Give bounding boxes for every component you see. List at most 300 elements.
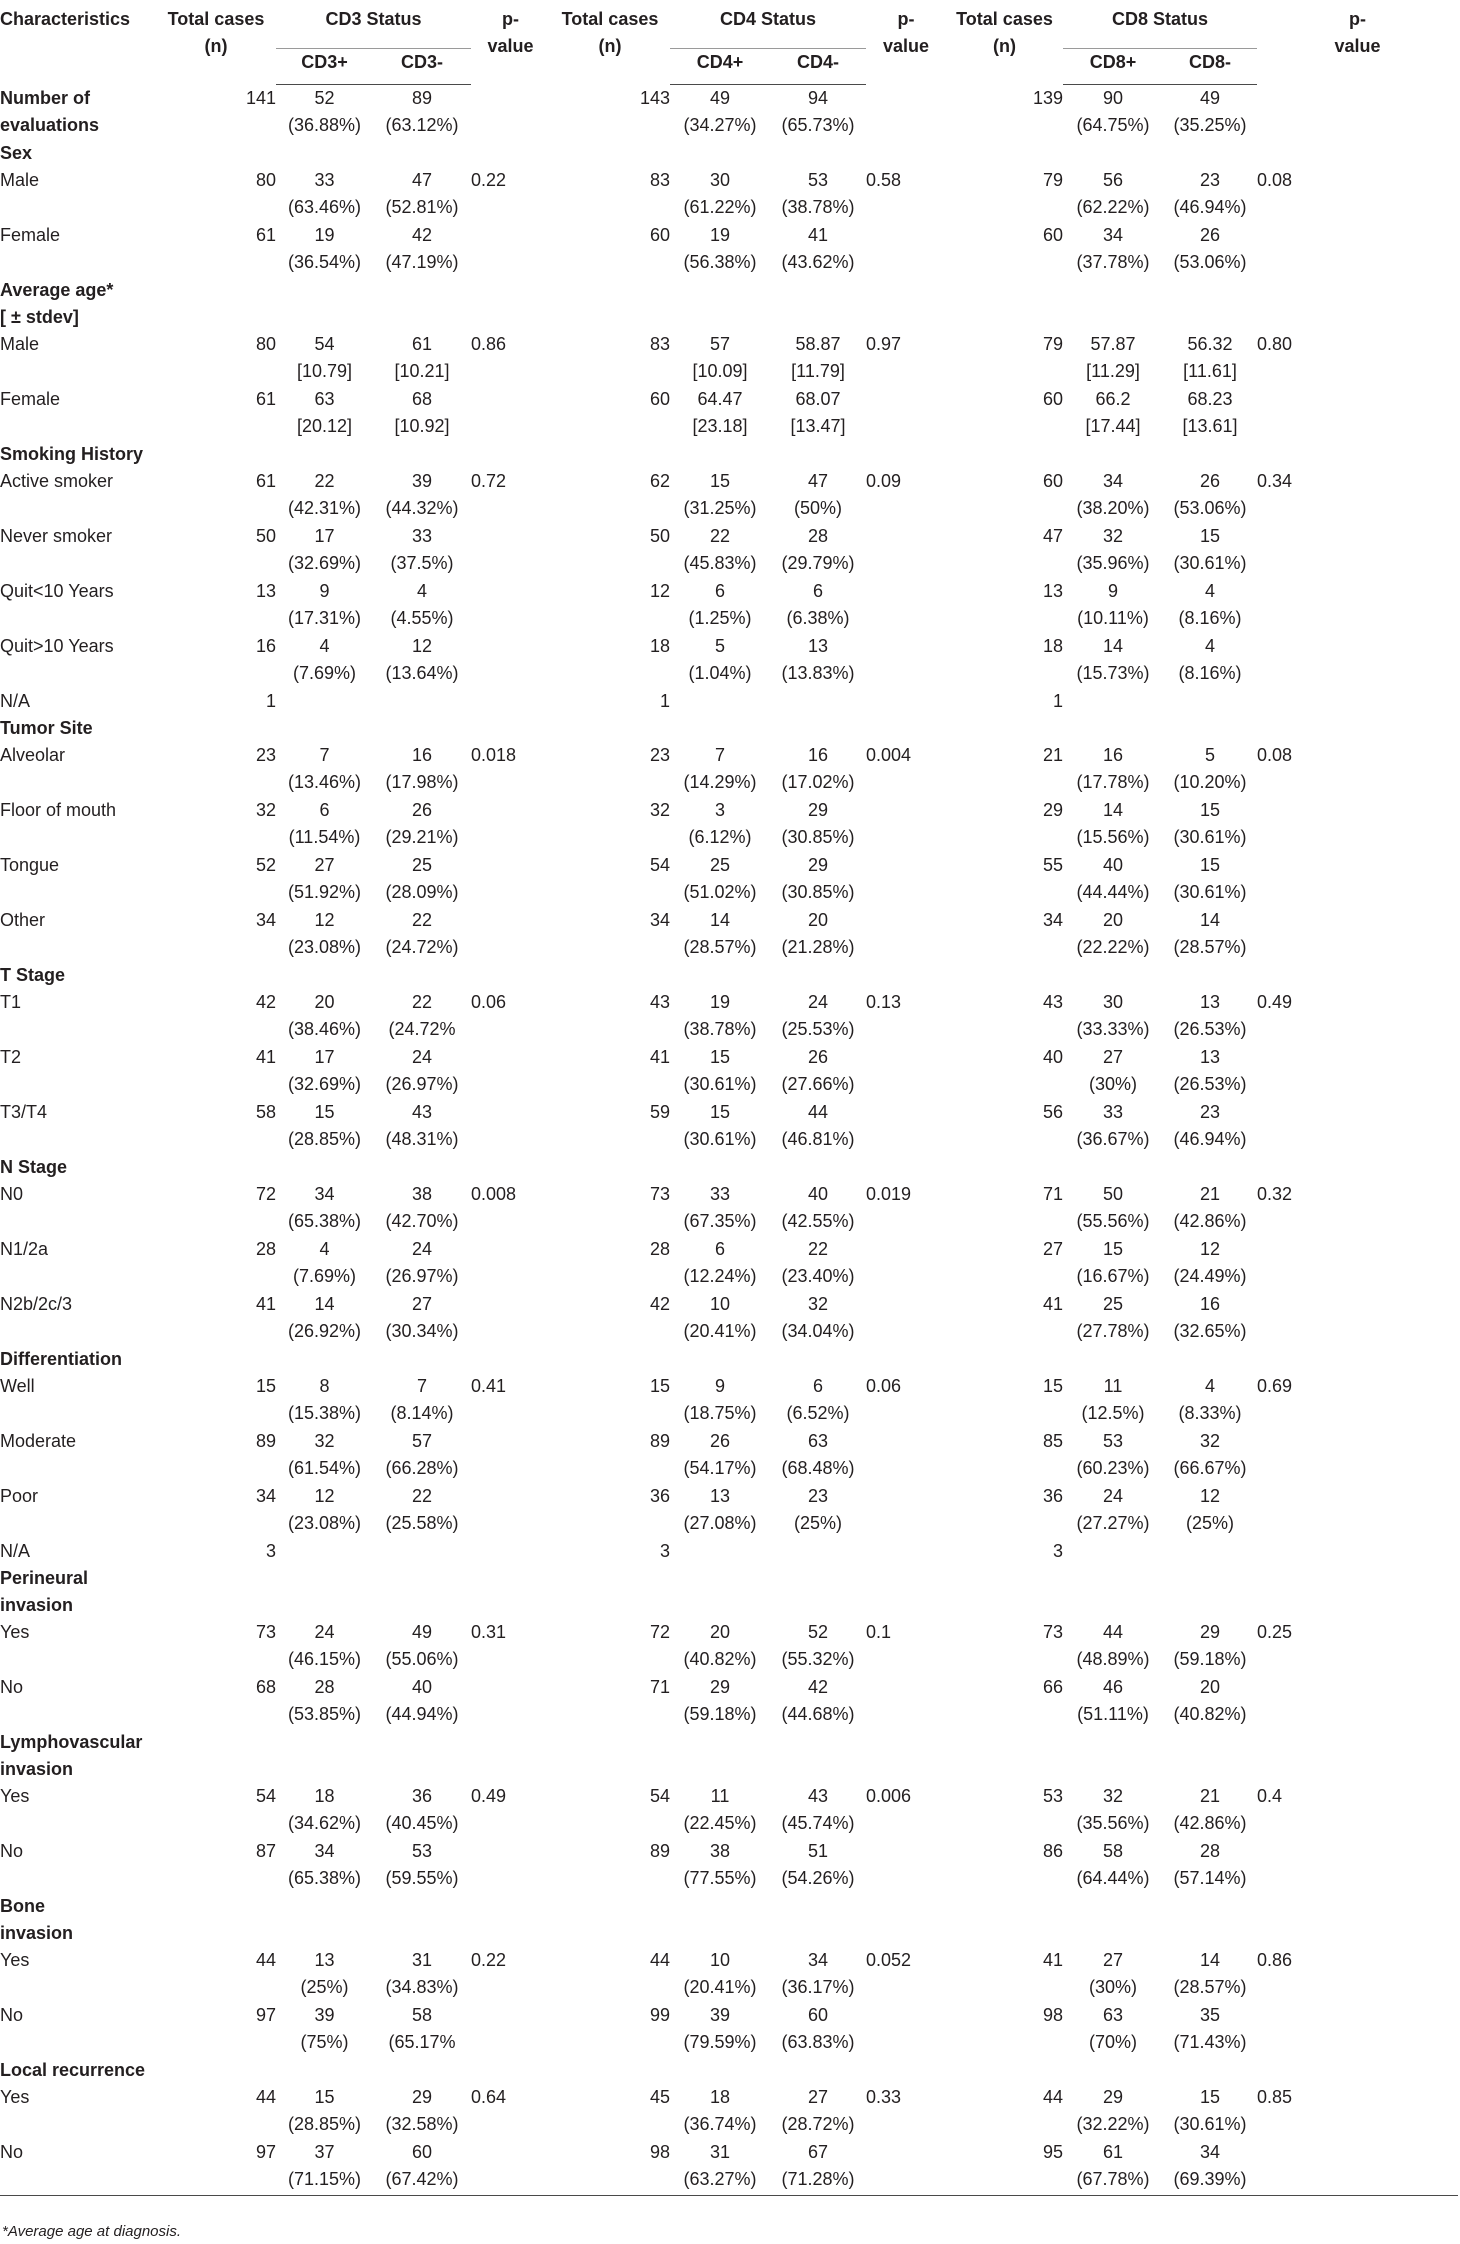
- cd3-positive-cell: 32 (61.54%): [287, 1431, 362, 1478]
- category-row-spacer: [156, 1154, 1458, 1181]
- cd4-negative-cell: 34 (36.17%): [781, 1950, 855, 1997]
- cd4-positive-cell: 10 (20.41%): [683, 1294, 757, 1341]
- table-row: [0, 989, 1458, 1044]
- cd8-negative-cell: 28 (57.14%): [1173, 1841, 1247, 1888]
- header-cd4-positive: CD4+: [670, 49, 770, 85]
- cd3-negative-cell: 22 (24.72%: [388, 992, 456, 1039]
- cd3-p-value-cell: [471, 797, 550, 852]
- cd3-p-value-cell: [471, 852, 550, 907]
- cd8-negative-cell: 13 (26.53%): [1173, 992, 1247, 1039]
- cd4-positive-cell: 6 (12.24%): [683, 1239, 757, 1286]
- row-label: N1/2a: [0, 1239, 49, 1259]
- cd4-p-value-cell: [866, 2139, 946, 2196]
- cd8-total-cases-cell: 66: [1042, 1677, 1063, 1697]
- cd3-negative-cell: 33 (37.5%): [390, 526, 454, 573]
- table-row: [0, 468, 1458, 523]
- cd4-total-cases-cell: 18: [649, 636, 670, 656]
- cd8-total-cases-cell: 55: [1042, 855, 1063, 875]
- cd8-total-cases-cell: 47: [1042, 526, 1063, 546]
- cd8-p-value-cell: 0.34: [1257, 471, 1293, 491]
- category-label: Tumor Site: [0, 718, 93, 738]
- cd3-negative-cell: 43 (48.31%): [385, 1102, 459, 1149]
- row-label: Female: [0, 225, 61, 245]
- cd8-p-value-cell: 0.4: [1257, 1786, 1283, 1806]
- cd3-positive-cell: 7 (13.46%): [287, 745, 362, 792]
- cd4-p-value-cell: [866, 797, 946, 852]
- cd8-total-cases-cell: 21: [1042, 745, 1063, 765]
- cd3-negative-cell: 31 (34.83%): [385, 1950, 459, 1997]
- cd4-p-value-cell: [866, 2002, 946, 2057]
- cd3-negative-cell: 39 (44.32%): [385, 471, 459, 518]
- cd4-total-cases-cell: 45: [649, 2087, 670, 2107]
- cd8-positive-cell: 11 (12.5%): [1081, 1376, 1145, 1423]
- cd8-negative-cell: 14 (28.57%): [1173, 910, 1247, 957]
- cd3-total-cases-cell: 72: [255, 1184, 276, 1204]
- cd8-p-value-cell: [1257, 523, 1458, 578]
- cd3-negative-cell: 16 (17.98%): [385, 745, 459, 792]
- cd4-negative-cell: 23 (25%): [793, 1486, 842, 1533]
- row-label: N0: [0, 1184, 24, 1204]
- cd8-positive-cell: 33 (36.67%): [1076, 1102, 1150, 1149]
- cd3-positive-cell: 12 (23.08%): [287, 910, 362, 957]
- cd3-p-value-cell: 0.008: [471, 1184, 517, 1204]
- cd3-p-value-cell: [471, 1838, 550, 1893]
- cd4-negative-cell: [770, 688, 866, 715]
- cd4-p-value-cell: [866, 1838, 946, 1893]
- cd4-positive-cell: 11 (22.45%): [683, 1786, 757, 1833]
- cd8-p-value-cell: 0.49: [1257, 992, 1293, 1012]
- category-label: Smoking History: [0, 444, 144, 464]
- cd3-negative-cell: 61 [10.21]: [394, 334, 450, 381]
- cd4-negative-cell: 27 (28.72%): [781, 2087, 855, 2134]
- cd3-total-cases-cell: 141: [245, 87, 276, 108]
- cd3-positive-cell: 27 (51.92%): [287, 855, 362, 902]
- row-label: N/A: [0, 1541, 31, 1561]
- table-row: [0, 907, 1458, 962]
- row-label: Floor of mouth: [0, 800, 117, 820]
- header-cd3-negative: CD3-: [373, 49, 471, 85]
- cd3-p-value-cell: [471, 688, 550, 715]
- cd8-positive-cell: 34 (38.20%): [1076, 471, 1150, 518]
- cd4-negative-cell: 13 (13.83%): [781, 636, 855, 683]
- row-label: Tongue: [0, 855, 60, 875]
- cd8-positive-cell: 50 (55.56%): [1076, 1184, 1150, 1231]
- table-row: [0, 1291, 1458, 1346]
- cd4-total-cases-cell: 50: [649, 526, 670, 546]
- cd4-positive-cell: 26 (54.17%): [683, 1431, 757, 1478]
- row-label: No: [0, 2139, 156, 2196]
- category-row: [0, 1565, 1458, 1619]
- header-p-value: p- value: [1334, 9, 1381, 56]
- table-row: [0, 523, 1458, 578]
- cd8-p-value-cell: [1257, 2139, 1458, 2196]
- cd4-positive-cell: 14 (28.57%): [683, 910, 757, 957]
- table-row: [0, 1181, 1458, 1236]
- cd4-total-cases-cell: 23: [649, 745, 670, 765]
- cd3-negative-cell: 47 (52.81%): [385, 170, 459, 217]
- table-row: [0, 633, 1458, 688]
- cd8-negative-cell: 49 (35.25%): [1173, 88, 1247, 135]
- cd8-positive-cell: 30 (33.33%): [1076, 992, 1150, 1039]
- cd8-p-value-cell: 0.85: [1257, 2087, 1293, 2107]
- cd3-positive-cell: [276, 1538, 373, 1565]
- table-row: [0, 797, 1458, 852]
- cd3-total-cases-cell: 80: [255, 170, 276, 190]
- table-row: [0, 1099, 1458, 1154]
- category-label: Average age* [ ± stdev]: [0, 280, 114, 327]
- cd3-positive-cell: 4 (7.69%): [292, 636, 357, 683]
- cd3-total-cases-cell: 42: [255, 992, 276, 1012]
- cd3-total-cases-cell: 61: [255, 225, 276, 245]
- cd3-negative-cell: 38 (42.70%): [385, 1184, 459, 1231]
- cd3-p-value-cell: [471, 1428, 550, 1483]
- table-row: [0, 1947, 1458, 2002]
- cd8-total-cases-cell: 95: [946, 2139, 1063, 2196]
- cd8-negative-cell: 12 (25%): [1185, 1486, 1234, 1533]
- header-cd8-status: CD8 Status: [1063, 6, 1257, 49]
- cd3-negative-cell: 53 (59.55%): [385, 1841, 459, 1888]
- cd3-p-value-cell: [471, 633, 550, 688]
- cd4-p-value-cell: [866, 1428, 946, 1483]
- table-row: [0, 1538, 1458, 1565]
- cd3-total-cases-cell: 61: [255, 471, 276, 491]
- cd3-p-value-cell: [471, 85, 550, 141]
- table-row: [0, 1428, 1458, 1483]
- cd4-total-cases-cell: 12: [649, 581, 670, 601]
- cd3-p-value-cell: [471, 523, 550, 578]
- cd3-positive-cell: 14 (26.92%): [287, 1294, 362, 1341]
- cd4-total-cases-cell: 42: [649, 1294, 670, 1314]
- cd4-total-cases-cell: 60: [649, 389, 670, 409]
- header-characteristics: Characteristics: [0, 9, 131, 29]
- cd8-positive-cell: 25 (27.78%): [1076, 1294, 1150, 1341]
- cd4-total-cases-cell: 98: [550, 2139, 670, 2196]
- cd8-positive-cell: [1063, 688, 1163, 715]
- header-total-cases: Total cases (n): [561, 9, 659, 56]
- cd4-negative-cell: 6 (6.52%): [786, 1376, 850, 1423]
- cd4-total-cases-cell: 99: [649, 2005, 670, 2025]
- category-label: T Stage: [0, 965, 66, 985]
- cd3-p-value-cell: [471, 222, 550, 277]
- category-row-spacer: [156, 1729, 1458, 1783]
- cd4-p-value-cell: 0.09: [866, 471, 902, 491]
- cd8-positive-cell: 34 (37.78%): [1076, 225, 1150, 272]
- cd8-p-value-cell: 0.86: [1257, 1950, 1293, 1970]
- cd4-negative-cell: 47 (50%): [793, 471, 842, 518]
- cd8-total-cases-cell: 3: [1052, 1541, 1063, 1561]
- cd3-negative-cell: 4 (4.55%): [390, 581, 454, 628]
- statistics-table: [0, 6, 1458, 2196]
- cd3-p-value-cell: [471, 1044, 550, 1099]
- cd3-negative-cell: 22 (25.58%): [385, 1486, 459, 1533]
- cd4-p-value-cell: 0.33: [866, 2087, 902, 2107]
- cd3-negative-cell: 7 (8.14%): [390, 1376, 454, 1423]
- cd8-total-cases-cell: 40: [1042, 1047, 1063, 1067]
- footnote: *Average age at diagnosis.: [2, 2223, 182, 2240]
- cd3-total-cases-cell: 41: [255, 1047, 276, 1067]
- cd3-positive-cell: 39 (75%): [300, 2005, 349, 2052]
- cd4-total-cases-cell: 89: [649, 1841, 670, 1861]
- cd4-total-cases-cell: 32: [649, 800, 670, 820]
- cd3-positive-cell: 8 (15.38%): [287, 1376, 362, 1423]
- cd8-total-cases-cell: 79: [1042, 170, 1063, 190]
- category-row: [0, 140, 1458, 167]
- cd3-p-value-cell: 0.31: [471, 1622, 507, 1642]
- cd4-positive-cell: 15 (30.61%): [683, 1047, 757, 1094]
- cd8-total-cases-cell: 1: [1052, 691, 1063, 711]
- cd4-p-value-cell: [866, 85, 946, 141]
- cd8-total-cases-cell: 60: [1042, 389, 1063, 409]
- cd4-p-value-cell: [866, 578, 946, 633]
- cd8-p-value-cell: [1257, 1838, 1458, 1893]
- cd4-positive-cell: 15 (31.25%): [683, 471, 757, 518]
- row-label: No: [0, 2005, 24, 2025]
- cd8-positive-cell: 27 (30%): [1088, 1950, 1137, 1997]
- cd8-total-cases-cell: 98: [1042, 2005, 1063, 2025]
- cd8-p-value-cell: [1257, 1099, 1458, 1154]
- cd8-p-value-cell: [1257, 1291, 1458, 1346]
- cd4-p-value-cell: [866, 1044, 946, 1099]
- cd3-negative-cell: 12 (13.64%): [385, 636, 459, 683]
- cd8-negative-cell: 21 (42.86%): [1173, 1786, 1247, 1833]
- cd8-positive-cell: 32 (35.96%): [1076, 526, 1150, 573]
- cd8-p-value-cell: 0.25: [1257, 1622, 1293, 1642]
- cd4-negative-cell: 29 (30.85%): [781, 800, 855, 847]
- table-row: [0, 1619, 1458, 1674]
- cd4-p-value-cell: 0.004: [866, 745, 912, 765]
- cd8-negative-cell: 4 (8.16%): [1178, 636, 1242, 683]
- cd8-p-value-cell: [1257, 633, 1458, 688]
- row-label: Other: [0, 910, 46, 930]
- cd3-p-value-cell: [471, 1236, 550, 1291]
- cd3-total-cases-cell: 15: [255, 1376, 276, 1396]
- cd8-negative-cell: 56.32 [11.61]: [1183, 334, 1237, 381]
- cd8-negative-cell: 15 (30.61%): [1173, 2087, 1247, 2134]
- cd4-p-value-cell: 0.97: [866, 334, 902, 354]
- cd4-p-value-cell: [866, 1236, 946, 1291]
- cd4-positive-cell: 22 (45.83%): [683, 526, 757, 573]
- cd3-p-value-cell: 0.41: [471, 1376, 507, 1396]
- cd8-total-cases-cell: 44: [1042, 2087, 1063, 2107]
- cd4-negative-cell: 41 (43.62%): [781, 225, 855, 272]
- cd3-negative-cell: 26 (29.21%): [385, 800, 459, 847]
- category-label: Local recurrence: [0, 2060, 146, 2080]
- table-row: [0, 2002, 1458, 2057]
- category-row: [0, 2057, 1458, 2084]
- cd4-negative-cell: 40 (42.55%): [781, 1184, 855, 1231]
- table-row: [0, 386, 1458, 441]
- cd8-positive-cell: 66.2 [17.44]: [1085, 389, 1141, 436]
- cd3-positive-cell: 18 (34.62%): [287, 1786, 362, 1833]
- row-label: Quit<10 Years: [0, 581, 114, 601]
- cd3-total-cases-cell: 44: [255, 2087, 276, 2107]
- cd3-positive-cell: 4 (7.69%): [292, 1239, 357, 1286]
- cd3-p-value-cell: 0.06: [471, 992, 507, 1012]
- cd4-total-cases-cell: 15: [649, 1376, 670, 1396]
- table-row: [0, 852, 1458, 907]
- cd4-p-value-cell: [866, 386, 946, 441]
- cd3-total-cases-cell: 89: [255, 1431, 276, 1451]
- cd8-negative-cell: 26 (53.06%): [1173, 225, 1247, 272]
- cd8-total-cases-cell: 71: [1042, 1184, 1063, 1204]
- cd8-p-value-cell: [1257, 852, 1458, 907]
- cd4-p-value-cell: [866, 688, 946, 715]
- cd4-negative-cell: 52 (55.32%): [781, 1622, 855, 1669]
- cd8-positive-cell: 14 (15.56%): [1076, 800, 1150, 847]
- table-body: [0, 85, 1458, 2196]
- cd8-total-cases-cell: 41: [1042, 1294, 1063, 1314]
- cd3-positive-cell: 63 [20.12]: [296, 389, 353, 436]
- cd8-total-cases-cell: 85: [1042, 1431, 1063, 1451]
- table-row: [0, 578, 1458, 633]
- cd4-negative-cell: 26 (27.66%): [781, 1047, 855, 1094]
- cd4-positive-cell: [670, 688, 770, 715]
- header-total-cases: Total cases (n): [956, 9, 1053, 56]
- cd8-p-value-cell: [1257, 222, 1458, 277]
- cd8-total-cases-cell: 56: [1042, 1102, 1063, 1122]
- cd8-negative-cell: 32 (66.67%): [1173, 1431, 1247, 1478]
- cd4-total-cases-cell: 28: [649, 1239, 670, 1259]
- category-row-spacer: [156, 140, 1458, 167]
- cd3-negative-cell: [373, 1538, 471, 1565]
- cd4-positive-cell: 57 [10.09]: [692, 334, 748, 381]
- cd8-p-value-cell: [1257, 1044, 1458, 1099]
- cd3-p-value-cell: [471, 386, 550, 441]
- cd8-positive-cell: 16 (17.78%): [1076, 745, 1150, 792]
- cd4-negative-cell: 6 (6.38%): [786, 581, 850, 628]
- cd8-p-value-cell: [1257, 2002, 1458, 2057]
- cd3-positive-cell: 9 (17.31%): [287, 581, 362, 628]
- row-label: Female: [0, 389, 61, 409]
- cd3-p-value-cell: [471, 1483, 550, 1538]
- row-label: Alveolar: [0, 745, 66, 765]
- cd8-positive-cell: 29 (32.22%): [1076, 2087, 1150, 2134]
- table-row: [0, 1838, 1458, 1893]
- cd3-p-value-cell: [471, 578, 550, 633]
- row-label: Yes: [0, 1786, 30, 1806]
- cd4-negative-cell: 29 (30.85%): [781, 855, 855, 902]
- cd4-negative-cell: 16 (17.02%): [781, 745, 855, 792]
- cd4-p-value-cell: [866, 852, 946, 907]
- cd8-total-cases-cell: 60: [1042, 471, 1063, 491]
- cd3-negative-cell: 42 (47.19%): [385, 225, 459, 272]
- category-label: Lymphovascular invasion: [0, 1732, 143, 1779]
- cd8-negative-cell: 15 (30.61%): [1173, 800, 1247, 847]
- row-label: Yes: [0, 1950, 30, 1970]
- cd3-positive-cell: 20 (38.46%): [287, 992, 362, 1039]
- table-row: [0, 1674, 1458, 1729]
- cd8-positive-cell: 9 (10.11%): [1077, 581, 1149, 628]
- cd8-positive-cell: 32 (35.56%): [1076, 1786, 1150, 1833]
- cd8-positive-cell: 57.87 [11.29]: [1086, 334, 1140, 381]
- cd4-p-value-cell: [866, 523, 946, 578]
- cd8-negative-cell: 35 (71.43%): [1173, 2005, 1247, 2052]
- cd8-negative-cell: [1163, 1538, 1257, 1565]
- cd4-p-value-cell: 0.58: [866, 170, 902, 190]
- cd3-positive-cell: 19 (36.54%): [287, 225, 362, 272]
- cd3-total-cases-cell: 68: [255, 1677, 276, 1697]
- cd8-total-cases-cell: 13: [1042, 581, 1063, 601]
- cd4-p-value-cell: [866, 633, 946, 688]
- cd8-p-value-cell: [1257, 1674, 1458, 1729]
- cd3-total-cases-cell: 80: [255, 334, 276, 354]
- cd4-p-value-cell: 0.06: [866, 1376, 902, 1396]
- table-row: [0, 1783, 1458, 1838]
- cd3-total-cases-cell: 34: [255, 1486, 276, 1506]
- cd3-positive-cell: 15 (28.85%): [287, 1102, 362, 1149]
- category-row: [0, 1346, 1458, 1373]
- cd8-positive-cell: 90 (64.75%): [1076, 88, 1150, 135]
- row-label: Moderate: [0, 1431, 77, 1451]
- cd3-positive-cell: 28 (53.85%): [287, 1677, 362, 1724]
- header-p-value: p- value: [487, 9, 534, 56]
- cd8-positive-cell: 46 (51.11%): [1077, 1677, 1149, 1724]
- cd3-negative-cell: 57 (66.28%): [385, 1431, 459, 1478]
- category-label: Bone invasion: [0, 1896, 74, 1943]
- cd4-negative-cell: 63 (68.48%): [781, 1431, 855, 1478]
- cd4-positive-cell: 19 (56.38%): [683, 225, 757, 272]
- cd3-total-cases-cell: 58: [255, 1102, 276, 1122]
- cd8-negative-cell: 5 (10.20%): [1173, 745, 1247, 792]
- cd3-p-value-cell: 0.72: [471, 471, 507, 491]
- cd4-total-cases-cell: 83: [649, 334, 670, 354]
- cd4-negative-cell: 68.07 [13.47]: [790, 389, 846, 436]
- cd3-p-value-cell: 0.86: [471, 334, 507, 354]
- cd8-positive-cell: 40 (44.44%): [1076, 855, 1150, 902]
- category-row: [0, 1729, 1458, 1783]
- cd4-positive-cell: 10 (20.41%): [683, 1950, 757, 1997]
- cd3-p-value-cell: [471, 1538, 550, 1565]
- cd8-positive-cell: 27 (30%): [1088, 1047, 1137, 1094]
- cd3-positive-cell: 6 (11.54%): [288, 800, 361, 847]
- cd8-p-value-cell: [1257, 578, 1458, 633]
- cd8-total-cases-cell: 53: [1042, 1786, 1063, 1806]
- cd3-total-cases-cell: 61: [255, 389, 276, 409]
- cd4-p-value-cell: [866, 1099, 946, 1154]
- cd8-p-value-cell: [1257, 1236, 1458, 1291]
- cd3-positive-cell: 24 (46.15%): [287, 1622, 362, 1669]
- cd4-positive-cell: 49 (34.27%): [683, 88, 757, 135]
- cd8-negative-cell: 23 (46.94%): [1173, 1102, 1247, 1149]
- cd8-negative-cell: 68.23 [13.61]: [1182, 389, 1238, 436]
- cd4-positive-cell: 9 (18.75%): [683, 1376, 757, 1423]
- cd3-positive-cell: 33 (63.46%): [287, 170, 362, 217]
- table-row: [0, 85, 1458, 141]
- cd8-p-value-cell: 0.32: [1257, 1184, 1293, 1204]
- cd8-negative-cell: 21 (42.86%): [1173, 1184, 1247, 1231]
- table-row: [0, 1044, 1458, 1099]
- cd8-positive-cell: 63 (70%): [1088, 2005, 1137, 2052]
- cd3-negative-cell: 24 (26.97%): [385, 1047, 459, 1094]
- table-row: [0, 222, 1458, 277]
- header-p-value: p- value: [882, 9, 930, 56]
- cd8-negative-cell: 15 (30.61%): [1173, 526, 1247, 573]
- table-row: [0, 167, 1458, 222]
- cd4-negative-cell: 22 (23.40%): [781, 1239, 855, 1286]
- row-label: Yes: [0, 1622, 30, 1642]
- cd3-negative-cell: 36 (40.45%): [385, 1786, 459, 1833]
- cd4-negative-cell: 53 (38.78%): [781, 170, 855, 217]
- cd3-total-cases-cell: 16: [255, 636, 276, 656]
- cd3-total-cases-cell: 97: [156, 2139, 276, 2196]
- cd4-positive-cell: 33 (67.35%): [683, 1184, 757, 1231]
- cd4-negative-cell: 42 (44.68%): [781, 1677, 855, 1724]
- cd8-positive-cell: 24 (27.27%): [1076, 1486, 1150, 1533]
- cd4-total-cases-cell: 62: [649, 471, 670, 491]
- row-label: No: [0, 1677, 24, 1697]
- cd3-positive-cell: 17 (32.69%): [287, 1047, 362, 1094]
- cd3-positive-cell: 37 (71.15%): [276, 2139, 373, 2196]
